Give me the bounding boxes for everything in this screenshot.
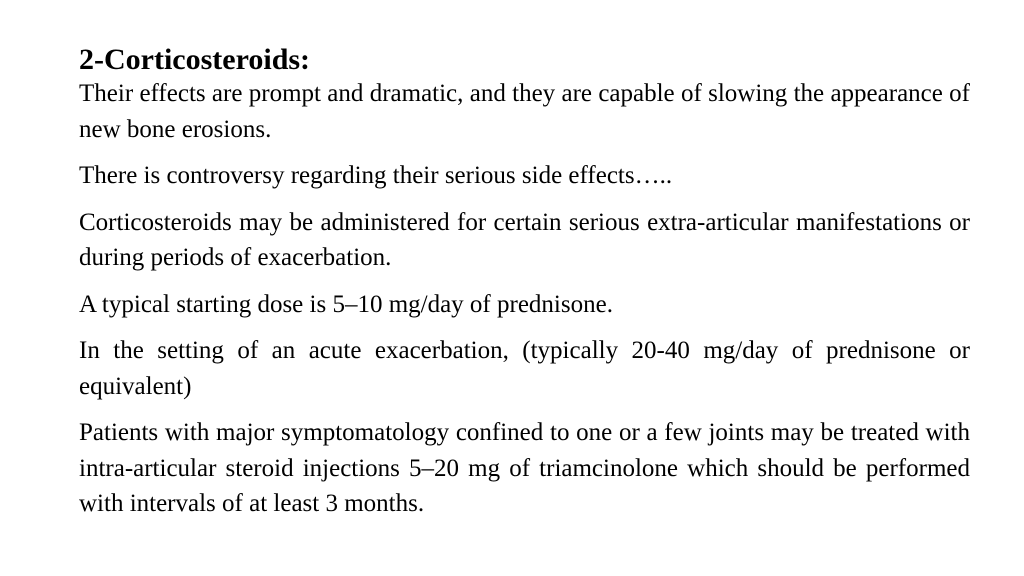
- paragraph-administration: Corticosteroids may be administered for certain serious extra-articular manifestations or during periods of exacerbation.: [79, 208, 970, 271]
- slide-title: 2-Corticosteroids:: [79, 43, 311, 76]
- slide-body: [79, 76, 970, 533]
- paragraph-controversy: There is controversy regarding their serious side effects…..: [79, 162, 673, 189]
- paragraph-acute-exacerbation: In the setting of an acute exacerbation, (typically 20-40 mg/day of prednisone or equivalent): [79, 337, 970, 400]
- paragraph-starting-dose: A typical starting dose is 5–10 mg/day of prednisone.: [79, 290, 613, 318]
- paragraph-intra-articular: Patients with major symptomatology confined to one or a few joints may be treated with intra-articular steroid injections 5–20 mg of triamcinolone which should be performed with intervals of at least 3 months.: [79, 419, 970, 517]
- paragraph-effects: Their effects are prompt and dramatic, and they are capable of slowing the appearance of new bone erosions.: [79, 80, 970, 143]
